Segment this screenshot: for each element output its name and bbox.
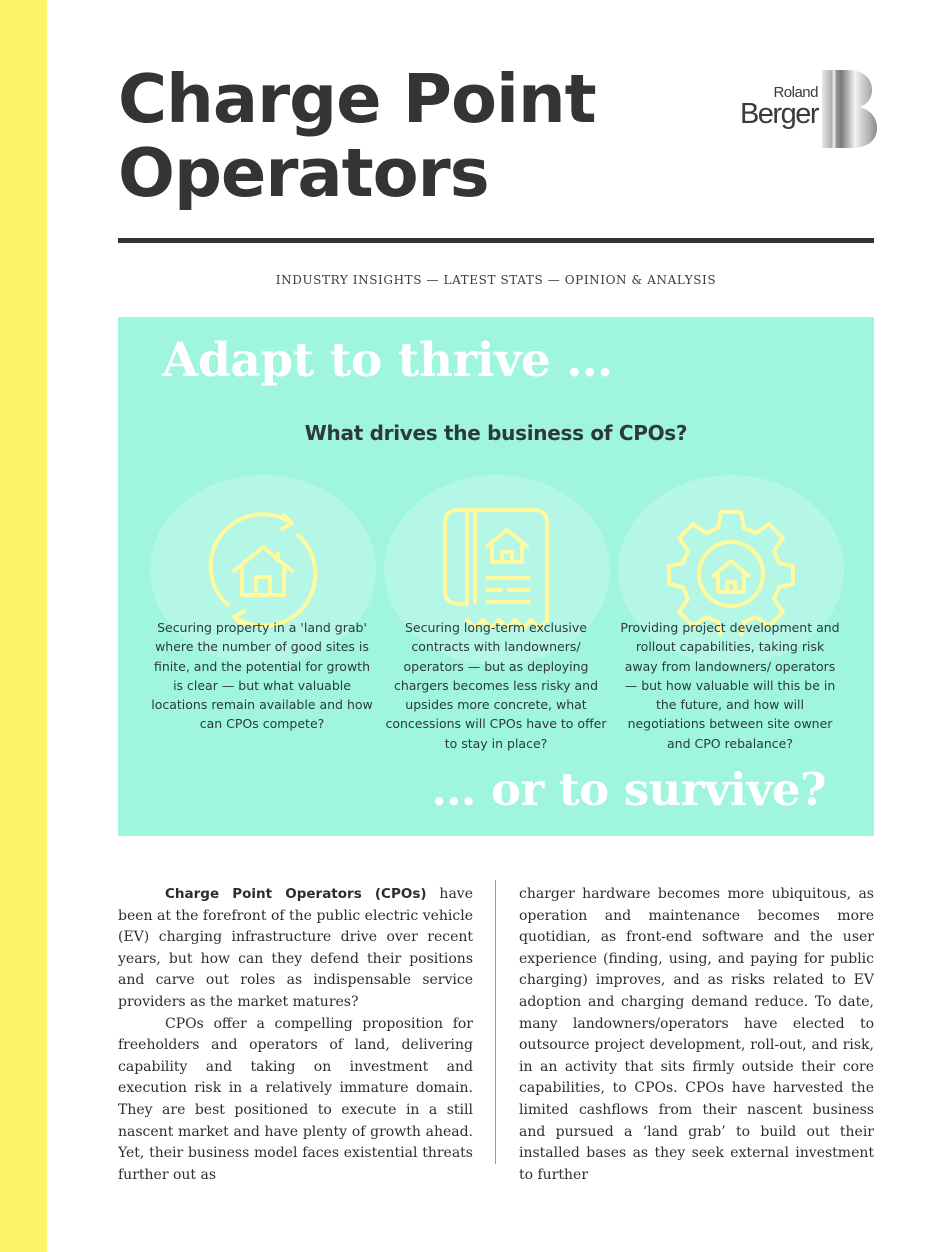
driver-text-3: Providing project development and rollout capabilities, taking risk away from landowners/ operators — but how valuable will this be in the future, and how will negotiations between site owner and CPO rebalance? — [620, 620, 840, 751]
body-paragraph-3: charger hardware becomes more ubiquitous, as operation and maintenance becomes more quotidian, as front-end software and the user experience (finding, using, and paying for public charging) improves, and as risks related to EV adoption and charging demand reduce. To date, many landowners/operators have elected to outsource project development, roll-out, and risk, in an activity that sits firmly outside their core capabilities, to CPOs. CPOs have harvested the limited cashflows from their nascent business and pursued a ‘land grab’ to build out their installed bases as they seek external investment to further — [519, 886, 874, 1183]
subtitle: INDUSTRY INSIGHTS — LATEST STATS — OPINION & ANALYSIS — [275, 273, 717, 287]
driver-text-2: Securing long-term exclusive contracts with landowners/ operators — but as deploying chargers becomes less risky and upsides more concrete, what concessions will CPOs have to offer to stay in place? — [385, 620, 607, 751]
roland-berger-logo — [712, 70, 882, 150]
title-line-2: Operators — [118, 134, 489, 212]
body-paragraph-2: CPOs offer a compelling proposition for freeholders and operators of land, delivering capability and taking on investment and execution risk in a relatively immature domain. They are best positioned to execute in a still nascent market and have plenty of growth ahead. Yet, their business model faces existential threats further out as — [118, 1015, 473, 1183]
paragraph-1-text: have been at the forefront of the public electric vehicle (EV) charging infrastructure drive over recent years, but how can they defend their positions and carve out roles as indispensable service providers as the market matures? — [118, 886, 473, 1010]
column-divider — [495, 880, 496, 1164]
logo-b-mark-icon — [820, 70, 878, 148]
infographic-question: What drives the business of CPOs? — [304, 421, 688, 445]
house-cycle-icon — [198, 505, 328, 635]
body-paragraph-1 — [118, 884, 473, 1014]
lead-term: Charge Point Operators (CPOs) — [165, 886, 427, 902]
body-column-1 — [118, 884, 473, 1186]
logo-text-big: Berger — [739, 98, 818, 130]
driver-text-1: Securing property in a 'land grab' where the number of good sites is finite, and the potential for growth is clear — but what valuable locations remain available and how can CPOs compete? — [151, 620, 373, 732]
house-gear-icon — [665, 504, 797, 636]
infographic-heading: Adapt to thrive … — [162, 333, 613, 388]
infographic-footer: … or to survive? — [431, 763, 826, 816]
logo-text-small: Roland — [773, 84, 818, 101]
title-line-1: Charge Point — [118, 60, 596, 138]
infographic-panel — [118, 317, 874, 836]
yellow-side-bar — [0, 0, 47, 1252]
title-rule — [118, 238, 874, 243]
body-column-2 — [519, 884, 874, 1186]
page-title — [118, 62, 678, 210]
